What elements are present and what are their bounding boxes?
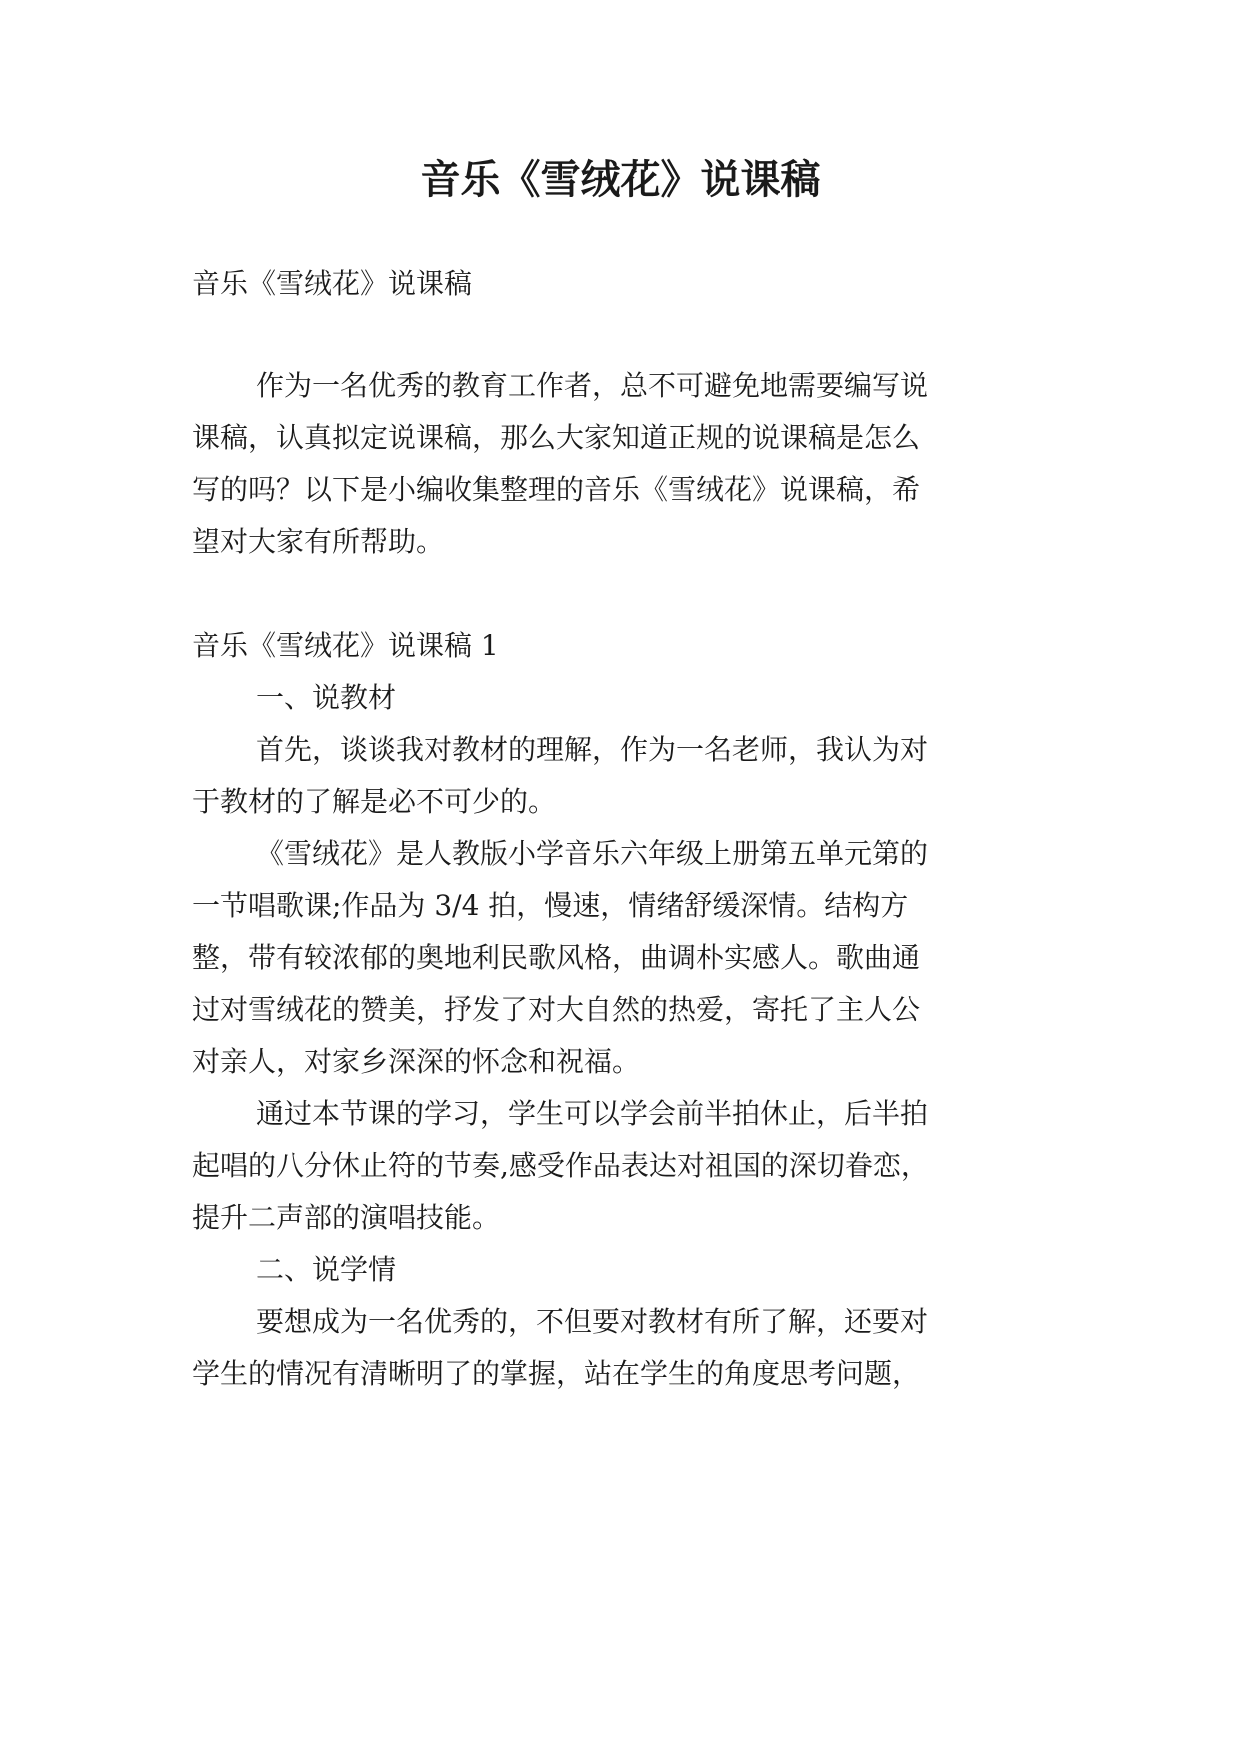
heading-one: 一、说教材: [256, 681, 397, 714]
heading-two: 二、说学情: [256, 1253, 397, 1286]
paragraph-line: 对亲人，对家乡深深的怀念和祝福。: [192, 1045, 641, 1078]
section-heading: 音乐《雪绒花》说课稿 1: [192, 629, 499, 662]
intro-line-4: 望对大家有所帮助。: [192, 525, 445, 558]
paragraph-line: 起唱的八分休止符的节奏,感受作品表达对祖国的深切眷恋，: [192, 1149, 929, 1182]
paragraph-line: 学生的情况有清晰明了的掌握，站在学生的角度思考问题，: [192, 1357, 921, 1390]
intro-line-3: 写的吗？以下是小编收集整理的音乐《雪绒花》说课稿，希: [192, 473, 921, 506]
paragraph-line: 整，带有较浓郁的奥地利民歌风格，曲调朴实感人。歌曲通: [192, 941, 921, 974]
intro-line-1: 作为一名优秀的教育工作者，总不可避免地需要编写说: [256, 369, 929, 402]
paragraph-line: 过对雪绒花的赞美，抒发了对大自然的热爱，寄托了主人公: [192, 993, 921, 1026]
paragraph-line: 通过本节课的学习，学生可以学会前半拍休止，后半拍: [256, 1097, 929, 1130]
intro-line-2: 课稿，认真拟定说课稿，那么大家知道正规的说课稿是怎么: [192, 421, 921, 454]
paragraph-line: 要想成为一名优秀的，不但要对教材有所了解，还要对: [256, 1305, 929, 1338]
paragraph-line: 一节唱歌课;作品为 3/4 拍，慢速，情绪舒缓深情。结构方: [192, 889, 909, 922]
paragraph-line: 《雪绒花》是人教版小学音乐六年级上册第五单元第的: [256, 837, 929, 870]
paragraph-line: 首先，谈谈我对教材的理解，作为一名老师，我认为对: [256, 733, 929, 766]
subtitle-line: 音乐《雪绒花》说课稿: [192, 267, 473, 300]
paragraph-line: 提升二声部的演唱技能。: [192, 1201, 501, 1234]
document-title: 音乐《雪绒花》说课稿: [420, 156, 821, 203]
paragraph-line: 于教材的了解是必不可少的。: [192, 785, 557, 818]
